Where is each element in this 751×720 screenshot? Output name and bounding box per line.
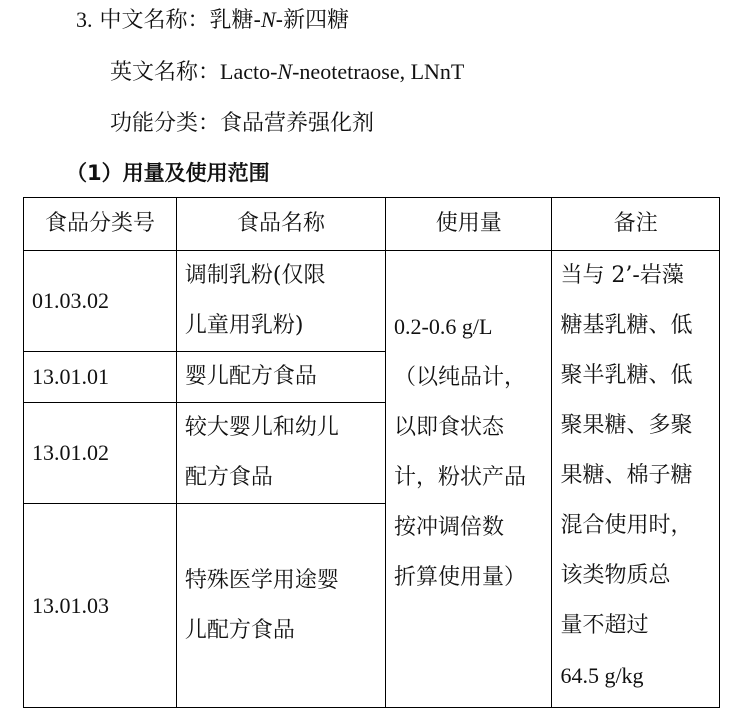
- english-name-line: [110, 57, 464, 88]
- food-code-cell: 13.01.01: [24, 352, 177, 403]
- header-food-name: 食品名称: [176, 198, 385, 251]
- item-title: [76, 5, 349, 36]
- food-code-cell: 01.03.02: [24, 251, 177, 352]
- food-code-cell: 13.01.02: [24, 403, 177, 504]
- cn-name-label: 中文名称：: [99, 8, 210, 33]
- food-name-cell: 较大婴儿和幼儿 配方食品: [176, 403, 385, 504]
- english-name-part2: -neotetraose, LNnT: [292, 59, 465, 84]
- cn-name-part1: 乳糖-: [209, 8, 261, 33]
- cn-name-italic: N: [260, 7, 276, 32]
- food-code-cell: 13.01.03: [24, 504, 177, 708]
- food-name-cell: 婴儿配方食品: [176, 352, 385, 403]
- table-header-row: [24, 198, 720, 251]
- english-name-italic: N: [277, 59, 293, 84]
- item-number: 3.: [76, 7, 93, 32]
- cn-name-part2: -新四糖: [275, 8, 350, 33]
- english-name-label: 英文名称：: [110, 60, 221, 85]
- function-category-line: [110, 109, 374, 139]
- usage-cell: 0.2-0.6 g/L （以纯品计， 以即食状态 计，粉状产品 按冲调倍数 折算使用量）: [386, 251, 552, 708]
- food-name-cell: 调制乳粉(仅限 儿童用乳粉): [176, 251, 385, 352]
- header-food-code: 食品分类号: [24, 198, 177, 251]
- category-label: 功能分类：: [110, 111, 221, 136]
- table-row: [24, 251, 720, 352]
- usage-table: [23, 197, 720, 708]
- food-name-cell: 特殊医学用途婴 儿配方食品: [176, 504, 385, 708]
- note-cell: 当与 2’-岩藻 糖基乳糖、低 聚半乳糖、低 聚果糖、多聚 果糖、棉子糖 混合使用时， 该类物质总 量不超过 64.5 g/kg: [552, 251, 720, 708]
- english-name-part1: Lacto-: [220, 59, 278, 84]
- header-usage: 使用量: [386, 198, 552, 251]
- header-note: 备注: [552, 198, 720, 251]
- category-value: 食品营养强化剂: [220, 111, 375, 136]
- section-heading: （1）用量及使用范围: [66, 161, 270, 185]
